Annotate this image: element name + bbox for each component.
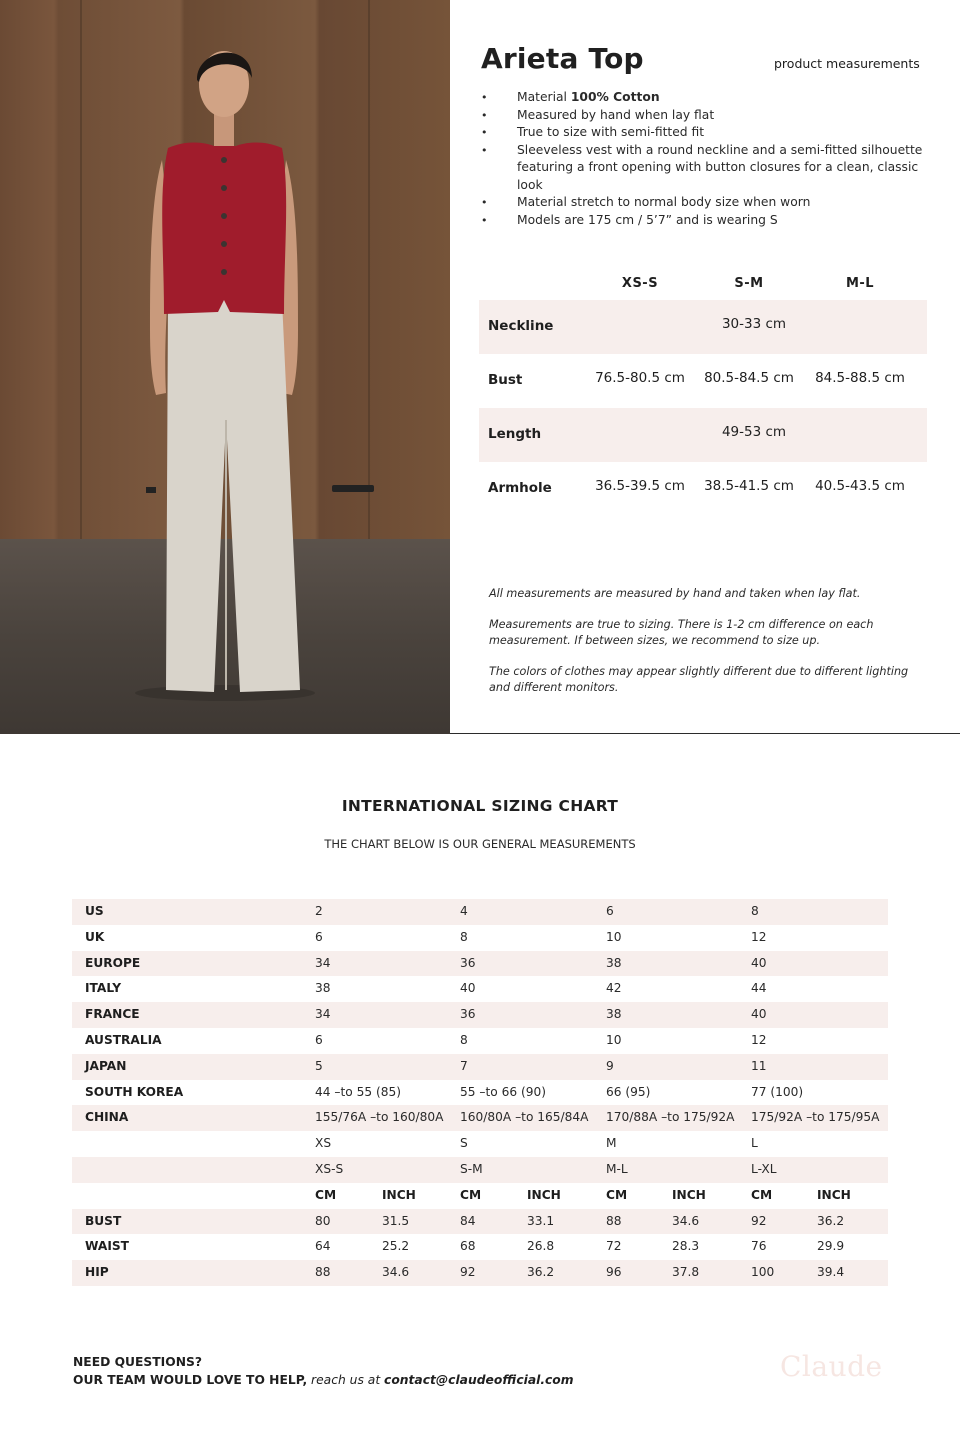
row-label: BUST <box>85 1213 122 1228</box>
cell-value: 68 <box>460 1239 476 1254</box>
cell-value: 44 –to 55 (85) <box>315 1084 401 1099</box>
cell-value: 40 <box>751 955 767 970</box>
cell-value: 25.2 <box>382 1239 410 1254</box>
cell-value: 88 <box>315 1265 331 1280</box>
table-row <box>72 1157 888 1183</box>
table-row <box>72 1234 888 1260</box>
size-header: M-L <box>845 276 875 291</box>
cell-value: 64 <box>315 1239 331 1254</box>
cell-value: 36.5-39.5 cm <box>595 478 685 494</box>
table-row <box>72 1105 888 1131</box>
table-row <box>72 1080 888 1106</box>
row-label: ITALY <box>85 981 122 996</box>
contact-heading: NEED QUESTIONS? <box>73 1355 202 1369</box>
cell-value: 84 <box>460 1213 476 1228</box>
cell-value: 6 <box>315 929 323 944</box>
cell-value: 7 <box>460 1058 468 1073</box>
cell-value: 5 <box>315 1058 323 1073</box>
list-item <box>481 89 941 107</box>
cell-value: 77 (100) <box>751 1084 804 1099</box>
cell-value: 8 <box>751 904 759 918</box>
cell-value: 38 <box>606 955 622 970</box>
cell-value: XS-S <box>315 1161 344 1176</box>
cell-value: 10 <box>606 1032 622 1047</box>
cell-value: 36.2 <box>817 1213 845 1228</box>
contact-text: OUR TEAM WOULD LOVE TO HELP, <box>73 1373 308 1387</box>
contact-line <box>73 1371 574 1389</box>
size-header: S-M <box>734 276 764 291</box>
list-item: • Sleeveless vest with a round neckline and a semi-fitted silhouette featuring a front opening with button closures for a clean, classic look <box>481 142 941 195</box>
cell-value: 76 <box>751 1239 767 1254</box>
cell-value: 37.8 <box>672 1265 700 1280</box>
cell-value: 160/80A –to 165/84A <box>460 1110 589 1125</box>
brand-logo: Claude <box>780 1350 883 1383</box>
cell-value: 38.5-41.5 cm <box>704 478 794 494</box>
cell-value: 11 <box>751 1058 767 1073</box>
row-label: FRANCE <box>85 1007 140 1022</box>
cell-value: XS <box>315 1136 332 1151</box>
row-label: UK <box>85 929 105 944</box>
row-label: AUSTRALIA <box>85 1032 162 1047</box>
cell-value: 39.4 <box>817 1265 845 1280</box>
cell-value: 12 <box>751 1032 767 1047</box>
table-row <box>479 354 927 408</box>
table-row <box>72 976 888 1002</box>
product-details-list <box>481 89 941 229</box>
list-item: • Models are 175 cm / 5’7” and is wearing S <box>481 212 941 230</box>
table-row <box>72 1131 888 1157</box>
note-text: All measurements are measured by hand and taken when lay flat. <box>489 587 861 600</box>
unit-header: INCH <box>527 1187 561 1202</box>
cell-value: 92 <box>460 1265 476 1280</box>
table-row <box>479 462 927 516</box>
measurement-notes <box>489 586 909 711</box>
row-label: US <box>85 904 104 918</box>
section-title: INTERNATIONAL SIZING CHART <box>341 797 619 815</box>
cell-value: 8 <box>460 1032 468 1047</box>
model-figure <box>0 0 450 734</box>
cell-value: 34.6 <box>672 1213 700 1228</box>
unit-header: CM <box>315 1187 337 1202</box>
cell-value: 26.8 <box>527 1239 555 1254</box>
table-row <box>72 925 888 951</box>
cell-value: 72 <box>606 1239 622 1254</box>
table-header <box>479 268 927 300</box>
cell-value: 10 <box>606 929 622 944</box>
model-photo <box>0 0 450 734</box>
cell-value: S-M <box>460 1161 483 1176</box>
unit-header: CM <box>460 1187 482 1202</box>
table-row <box>72 1183 888 1209</box>
cell-value: 80.5-84.5 cm <box>704 370 794 386</box>
cell-value: 9 <box>606 1058 614 1073</box>
cell-value: 28.3 <box>672 1239 700 1254</box>
table-row <box>479 300 927 354</box>
cell-value: 34 <box>315 1007 331 1022</box>
cell-value: 33.1 <box>527 1213 555 1228</box>
row-label: Armhole <box>488 480 552 496</box>
contact-text: reach us at <box>307 1373 385 1387</box>
table-row <box>72 899 888 925</box>
cell-value: M-L <box>606 1161 628 1176</box>
cell-value: 175/92A –to 175/95A <box>751 1110 880 1125</box>
product-measurement-table <box>479 268 927 516</box>
cell-value: 92 <box>751 1213 767 1228</box>
cell-value: 36 <box>460 955 476 970</box>
row-label: CHINA <box>85 1110 129 1125</box>
cell-value: L <box>751 1136 758 1151</box>
table-row <box>72 1209 888 1235</box>
table-row <box>479 408 927 462</box>
cell-value: 38 <box>315 981 331 996</box>
cell-value: 88 <box>606 1213 622 1228</box>
unit-header: INCH <box>817 1187 851 1202</box>
international-sizing-table <box>72 899 888 1286</box>
cell-value: 36.2 <box>527 1265 555 1280</box>
table-row <box>72 1260 888 1286</box>
divider <box>450 733 960 734</box>
table-row <box>72 951 888 977</box>
row-label: SOUTH KOREA <box>85 1084 184 1099</box>
cell-value: 66 (95) <box>606 1084 651 1099</box>
unit-header: INCH <box>382 1187 416 1202</box>
note-text: Measurements are true to sizing. There is 1-2 cm difference on each measurement. If between sizes, we recommend to size up. <box>489 618 874 647</box>
cell-value: 100 <box>751 1265 775 1280</box>
cell-value: S <box>460 1136 468 1151</box>
row-label: Bust <box>488 372 523 388</box>
cell-value: 76.5-80.5 cm <box>595 370 685 386</box>
cell-value: 49-53 cm <box>721 424 787 440</box>
cell-value: 31.5 <box>382 1213 410 1228</box>
cell-value: 40.5-43.5 cm <box>815 478 905 494</box>
table-row <box>72 1054 888 1080</box>
cell-value: 44 <box>751 981 767 996</box>
cell-value: 12 <box>751 929 767 944</box>
row-label: JAPAN <box>85 1058 127 1073</box>
cell-value: 8 <box>460 929 468 944</box>
cell-value: 38 <box>606 1007 622 1022</box>
list-item: • Measured by hand when lay flat <box>481 107 941 125</box>
cell-value: L-XL <box>751 1161 777 1176</box>
cell-value: 6 <box>606 904 614 918</box>
table-row <box>72 1028 888 1054</box>
cell-value: 40 <box>460 981 476 996</box>
cell-value: 2 <box>315 904 323 918</box>
cell-value: 42 <box>606 981 622 996</box>
contact-block <box>73 1353 574 1389</box>
cell-value: 6 <box>315 1032 323 1047</box>
cell-value: 29.9 <box>817 1239 845 1254</box>
product-subtitle: product measurements <box>774 56 920 71</box>
product-title: Arieta Top <box>481 42 644 75</box>
size-header: XS-S <box>621 276 659 291</box>
cell-value: 36 <box>460 1007 476 1022</box>
unit-header: CM <box>606 1187 628 1202</box>
cell-value: M <box>606 1136 617 1151</box>
row-label: Neckline <box>488 318 554 334</box>
cell-value: 40 <box>751 1007 767 1022</box>
cell-value: 30-33 cm <box>721 316 787 332</box>
unit-header: CM <box>751 1187 773 1202</box>
cell-value: 84.5-88.5 cm <box>815 370 905 386</box>
note-text: The colors of clothes may appear slightly different due to different lighting and different monitors. <box>489 665 909 694</box>
cell-value: 80 <box>315 1213 331 1228</box>
row-label: HIP <box>85 1265 109 1280</box>
list-item: • True to size with semi-fitted fit <box>481 124 941 142</box>
table-row <box>72 1002 888 1028</box>
cell-value: 155/76A –to 160/80A <box>315 1110 444 1125</box>
row-label: Length <box>488 426 542 442</box>
row-label: WAIST <box>85 1239 129 1254</box>
cell-value: 96 <box>606 1265 622 1280</box>
list-item: • Material stretch to normal body size when worn <box>481 194 941 212</box>
cell-value: 34.6 <box>382 1265 410 1280</box>
cell-value: 34 <box>315 955 331 970</box>
section-subtitle: THE CHART BELOW IS OUR GENERAL MEASUREMENTS <box>324 837 636 851</box>
unit-header: INCH <box>672 1187 706 1202</box>
bullet-prefix: Material <box>517 90 571 104</box>
cell-value: 170/88A –to 175/92A <box>606 1110 735 1125</box>
cell-value: 55 –to 66 (90) <box>460 1084 546 1099</box>
cell-value: 4 <box>460 904 468 918</box>
row-label: EUROPE <box>85 955 141 970</box>
bullet-bold: 100% Cotton <box>570 90 660 104</box>
contact-email-link[interactable]: contact@claudeofficial.com <box>384 1373 574 1387</box>
